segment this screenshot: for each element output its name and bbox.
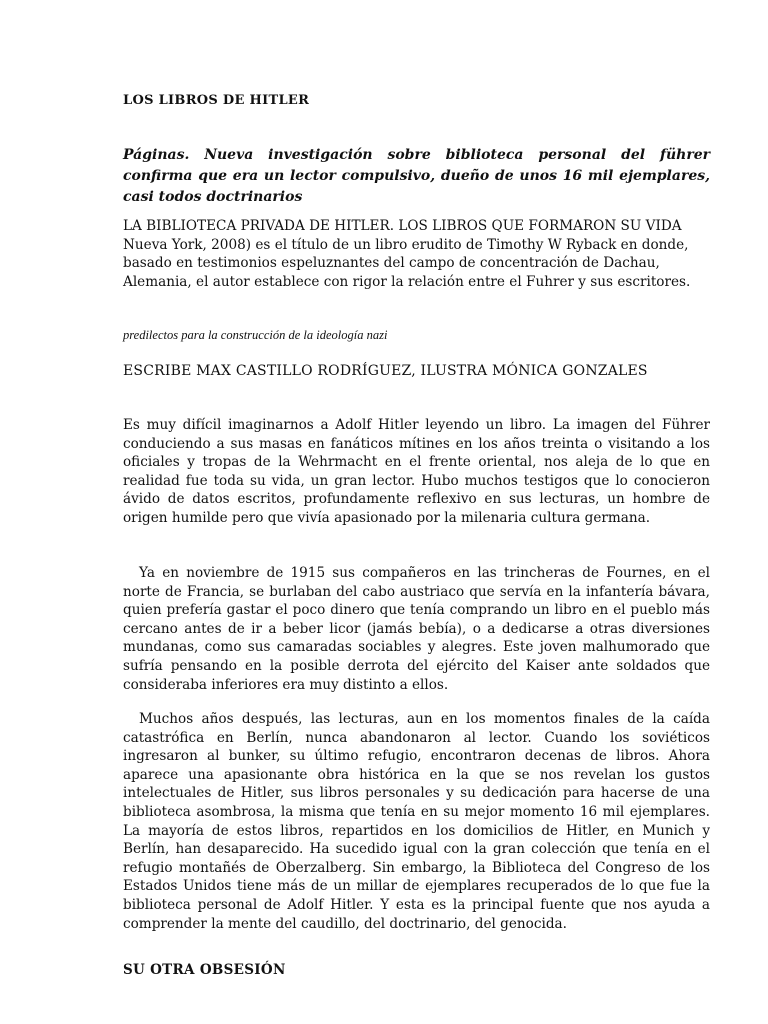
article-title: LOS LIBROS DE HITLER bbox=[123, 93, 310, 108]
body-paragraph-2: Ya en noviembre de 1915 sus compañeros en las trincheras de Fournes, en el norte de Francia, se burlaban del cabo austriaco que servía en la infantería bávara, quien prefería gastar el poco dinero que tenía comprando un libro en el pueblo más cercano antes de ir a beber licor (jamás bebía), o a dedicarse a otras diversiones mundanas, como sus camaradas sociables y alegres. Este joven malhumorado que sufría pensando en la posible derrota del ejército del Kaiser ante soldados que consideraba inferiores era muy distinto a ellos. bbox=[123, 565, 710, 693]
body-paragraph-1: Es muy difícil imaginarnos a Adolf Hitler leyendo un libro. La imagen del Führer conduciendo a sus masas en fanáticos mítines en los años treinta o visitando a los oficiales y tropas de la Wehrmacht en el frente oriental, nos aleja de lo que en realidad fue toda su vida, un gran lector. Hubo muchos testigos que lo conocieron ávido de datos escritos, profundamente reflexivo en sus lecturas, un hombre de origen humilde pero que vivía apasionado por la milenaria cultura germana. bbox=[123, 417, 710, 526]
body-paragraph-3: Muchos años después, las lecturas, aun en los momentos finales de la caída catastrófica en Berlín, nunca abandonaron al lector. Cuando los soviéticos ingresaron al bunker, su último refugio, encontraron decenas de libros. Ahora aparece una apasionante obra histórica en la que se nos revelan los gustos intelectuales de Hitler, sus libros personales y su dedicación para hacerse de una biblioteca asombrosa, la misma que tenía en su mejor momento 16 mil ejemplares. La mayoría de estos libros, repartidos en los domicilios de Hitler, en Munich y Berlín, han desaparecido. Ha sucedido igual con la gran colección que tenía en el refugio montañés de Oberzalberg. Sin embargo, la Biblioteca del Congreso de los Estados Unidos tiene más de un millar de ejemplares recuperados de lo que fue la biblioteca personal de Adolf Hitler. Y esta es la principal fuente que nos ayuda a comprender la mente del caudillo, del doctrinario, del genocida. bbox=[123, 711, 710, 932]
article-intro: LA BIBLIOTECA PRIVADA DE HITLER. LOS LIBROS QUE FORMARON SU VIDA Nueva York, 2008) es el título de un libro erudito de Timothy W Ryback en donde, basado en testimonios espeluznantes del campo de concentración de Dachau, Alemania, el autor establece con rigor la relación entre el Fuhrer y sus escritores. bbox=[123, 218, 691, 290]
section-heading: SU OTRA OBSESIÓN bbox=[123, 962, 286, 978]
article-byline: ESCRIBE MAX CASTILLO RODRÍGUEZ, ILUSTRA MÓNICA GONZALES bbox=[123, 363, 648, 379]
article-caption: predilectos para la construcción de la ideología nazi bbox=[123, 328, 388, 342]
article-subtitle: Páginas. Nueva investigación sobre biblioteca personal del führer confirma que era un lector compulsivo, dueño de unos 16 mil ejemplares, casi todos doctrinarios bbox=[123, 147, 710, 205]
